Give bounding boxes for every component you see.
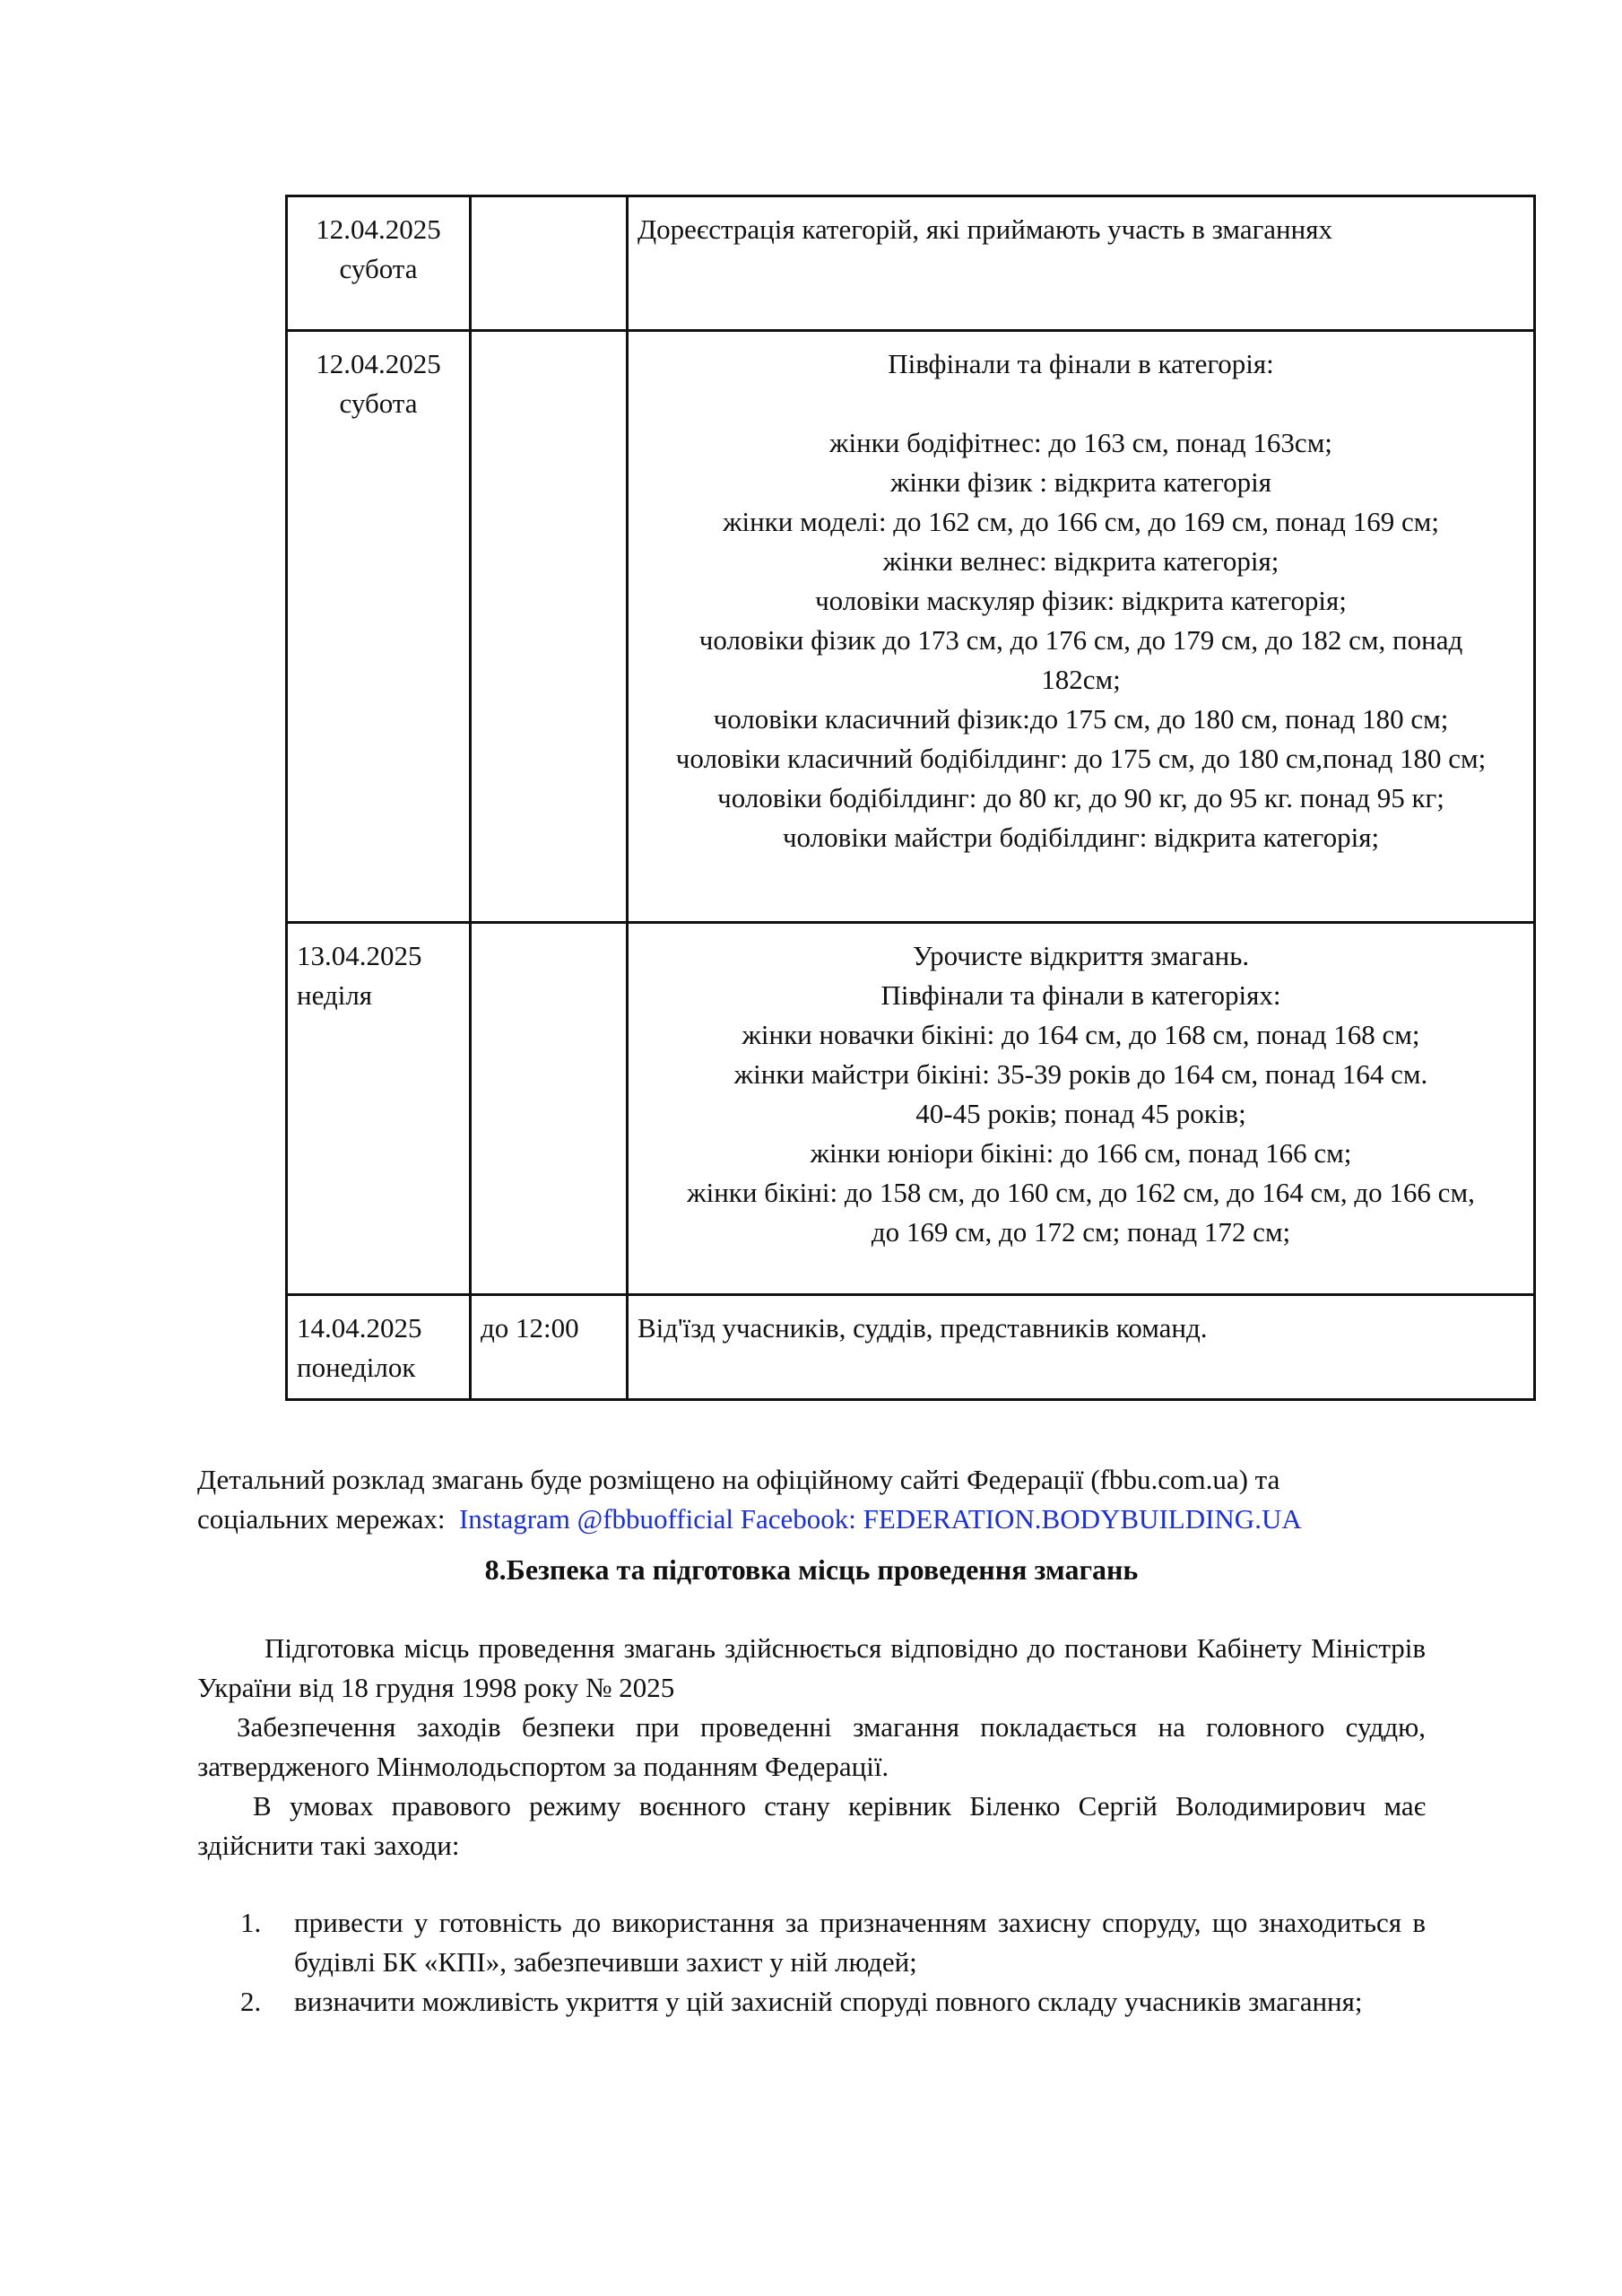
schedule-description-line: жінки бікіні: до 158 см, до 160 см, до 162 см, до 164 см, до 166 см, bbox=[687, 1177, 1475, 1208]
schedule-date-cell bbox=[287, 331, 471, 923]
schedule-description-line: Півфінали та фінали в категоріях: bbox=[880, 979, 1281, 1011]
schedule-description-line: 182см; bbox=[1041, 664, 1121, 695]
schedule-row bbox=[287, 923, 1535, 1295]
schedule-day: понеділок bbox=[297, 1352, 416, 1383]
schedule-time-cell bbox=[471, 331, 628, 923]
schedule-description-line: чоловіки фізик до 173 см, до 176 см, до 179 см, до 182 см, понад bbox=[698, 624, 1463, 656]
schedule-description-line: жінки фізик : відкрита категорія bbox=[889, 466, 1271, 498]
schedule-description-line: жінки новачки бікіні: до 164 см, до 168 см, понад 168 см; bbox=[742, 1019, 1420, 1050]
schedule-date: 14.04.2025 bbox=[297, 1312, 422, 1344]
facebook-link[interactable]: Facebook: FEDERATION.BODYBUILDING.UA bbox=[740, 1503, 1302, 1535]
schedule-time-cell bbox=[471, 923, 628, 1295]
schedule-description-line: жінки майстри бікіні: 35-39 років до 164 см, понад 164 см. bbox=[733, 1058, 1428, 1090]
schedule-note-prefix: соціальних мережах: bbox=[197, 1503, 446, 1535]
schedule-description-line: до 169 см, до 172 см; понад 172 см; bbox=[871, 1216, 1291, 1248]
schedule-description-cell bbox=[628, 196, 1535, 331]
schedule-description-line: жінки юніори бікіні: до 166 см, понад 166 см; bbox=[810, 1137, 1352, 1169]
list-item-number: 1. bbox=[240, 1907, 262, 1938]
schedule-row bbox=[287, 1295, 1535, 1400]
schedule-description-line: чоловіки класичний бодібілдинг: до 175 см, до 180 см,понад 180 см; bbox=[675, 743, 1487, 774]
schedule-date-cell bbox=[287, 196, 471, 331]
schedule-time-cell bbox=[471, 196, 628, 331]
list-item bbox=[197, 1903, 1426, 1982]
schedule-description-line: чоловіки маскуляр фізик: відкрита категорія; bbox=[815, 585, 1347, 616]
schedule-row bbox=[287, 196, 1535, 331]
schedule-description-heading: Півфінали та фінали в категорія: bbox=[888, 348, 1274, 379]
schedule-description-line: жінки велнес: відкрита категорія; bbox=[882, 545, 1279, 577]
schedule-day: субота bbox=[339, 253, 418, 284]
measures-list bbox=[197, 1903, 1426, 2022]
instagram-link[interactable]: Instagram @fbbuofficial bbox=[458, 1503, 733, 1535]
schedule-row bbox=[287, 331, 1535, 923]
schedule-day: субота bbox=[339, 387, 418, 419]
schedule-date-cell bbox=[287, 1295, 471, 1400]
list-item-text: визначити можливість укриття у цій захисній споруді повного складу учасників змагання; bbox=[294, 1986, 1363, 2017]
body-paragraph: Підготовка місць проведення змагань здійснюється відповідно до постанови Кабінету Міністрів України від 18 грудня 1998 року № 2025 bbox=[197, 1632, 1426, 1703]
list-item bbox=[197, 1982, 1426, 2022]
schedule-date: 13.04.2025 bbox=[297, 940, 422, 971]
schedule-description-line: чоловіки класичний фізик:до 175 см, до 180 см, понад 180 см; bbox=[713, 703, 1449, 735]
schedule-description-cell bbox=[628, 331, 1535, 923]
schedule-time-cell bbox=[471, 1295, 628, 1400]
schedule-day: неділя bbox=[297, 979, 373, 1011]
body-paragraph: Забезпечення заходів безпеки при проведенні змагання покладається на головного суддю, затвердженого Мінмолодьспортом за поданням Федерації. bbox=[197, 1711, 1426, 1782]
section-body bbox=[197, 1629, 1426, 1866]
section-title: 8.Безпека та підготовка місць проведення змагань bbox=[484, 1553, 1139, 1586]
schedule-table bbox=[285, 195, 1536, 1401]
schedule-note bbox=[197, 1460, 1426, 1539]
body-paragraph: В умовах правового режиму воєнного стану керівник Біленко Сергій Володимирович має здійснити такі заходи: bbox=[197, 1790, 1426, 1861]
list-item-text: привести у готовність до використання за призначенням захисну споруду, що знаходиться в будівлі БК «КПІ», забезпечивши захист у ній людей; bbox=[294, 1907, 1426, 1978]
schedule-time: до 12:00 bbox=[481, 1312, 579, 1344]
schedule-description-gap bbox=[638, 384, 1524, 423]
schedule-description-line: Урочисте відкриття змагань. bbox=[912, 940, 1250, 971]
schedule-description-line: жінки моделі: до 162 см, до 166 см, до 169 см, понад 169 см; bbox=[723, 506, 1439, 537]
schedule-date: 12.04.2025 bbox=[316, 213, 441, 245]
schedule-description-line: Дореєстрація категорій, які приймають участь в змаганнях bbox=[638, 213, 1332, 245]
schedule-description-cell bbox=[628, 1295, 1535, 1400]
schedule-description-line: чоловіки майстри бодібілдинг: відкрита категорія; bbox=[782, 822, 1380, 853]
schedule-description-cell bbox=[628, 923, 1535, 1295]
list-item-number: 2. bbox=[240, 1986, 262, 2017]
schedule-description-line: чоловіки бодібілдинг: до 80 кг, до 90 кг, до 95 кг. понад 95 кг; bbox=[717, 782, 1444, 813]
schedule-description-line: 40-45 років; понад 45 років; bbox=[915, 1098, 1246, 1129]
schedule-description-line: Від'їзд учасників, суддів, представників команд. bbox=[638, 1312, 1208, 1344]
schedule-description-line: жінки бодіфітнес: до 163 см, понад 163см; bbox=[829, 427, 1332, 458]
schedule-date: 12.04.2025 bbox=[316, 348, 441, 379]
schedule-note-line: Детальний розклад змагань буде розміщено на офіційному сайті Федерації (fbbu.com.ua) та bbox=[197, 1464, 1280, 1495]
schedule-date-cell bbox=[287, 923, 471, 1295]
schedule-note-line bbox=[197, 1500, 1426, 1539]
